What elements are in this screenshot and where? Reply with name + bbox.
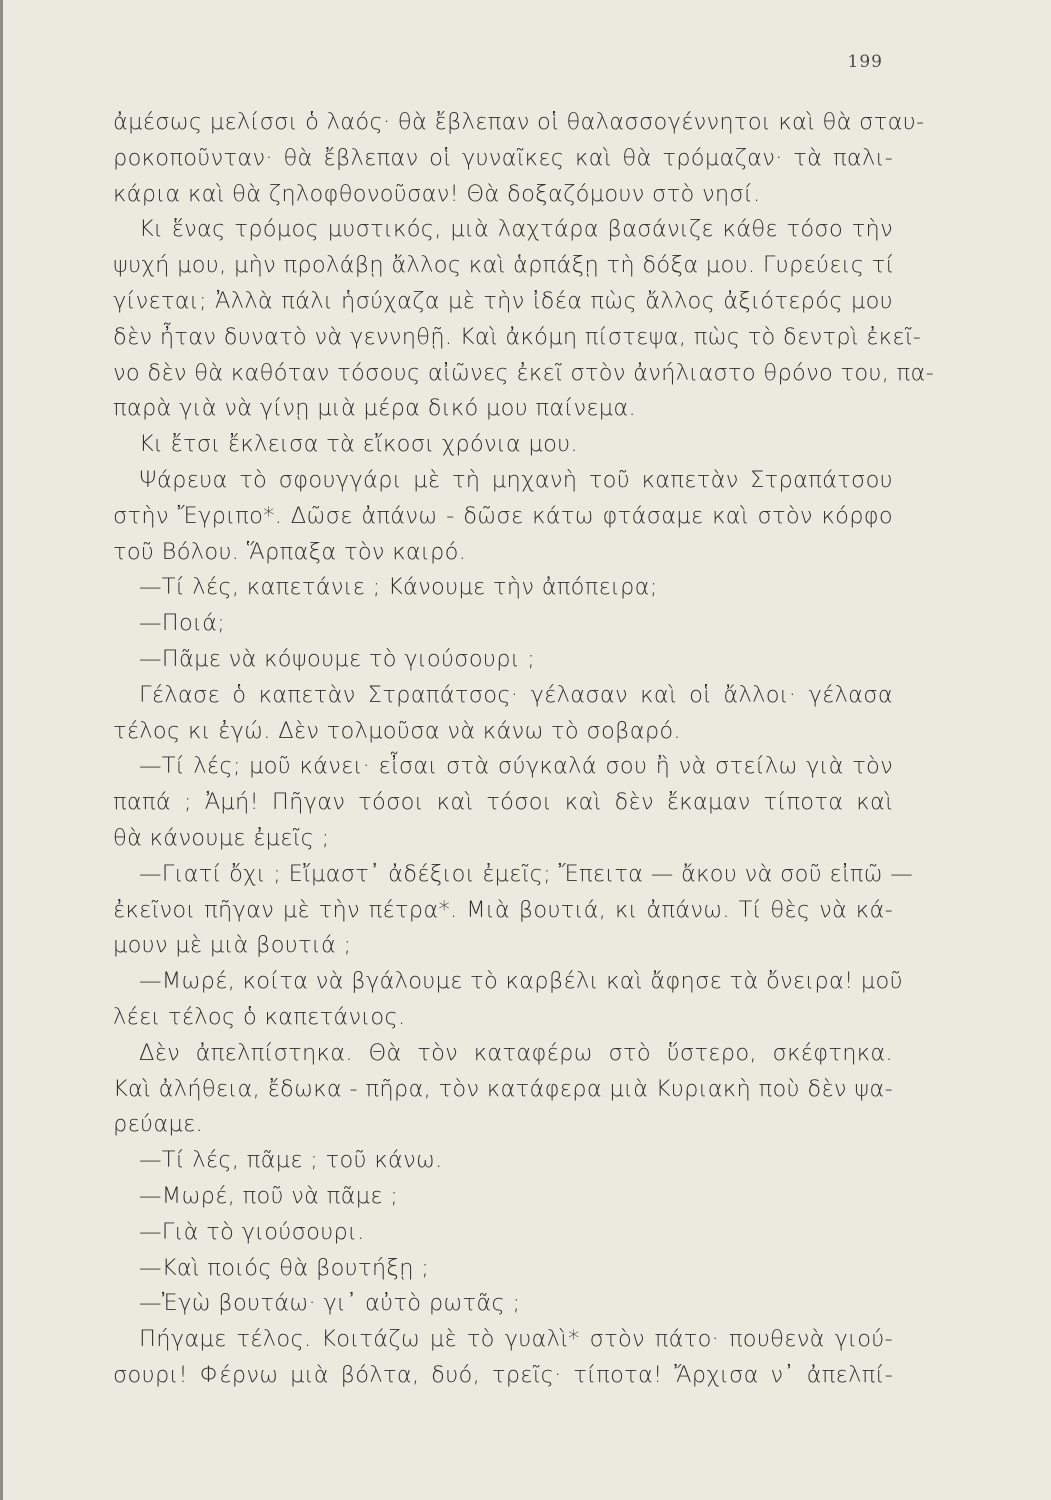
text-line: γίνεται; Ἀλλὰ πάλι ἡσύχαζα μὲ τὴν ἰδέα πὼς ἄλλος ἀξιότερός μου xyxy=(113,287,893,314)
text-line: δὲν ἦταν δυνατὸ νὰ γεννηθῇ. Καὶ ἀκόμη πίστεψα, πὼς τὸ δεντρὶ ἐκεῖ- xyxy=(113,323,922,350)
text-line: —Καὶ ποιός θὰ βουτήξῃ ; xyxy=(139,1254,430,1281)
text-line: —Τί λές, πᾶμε ; τοῦ κάνω. xyxy=(139,1147,443,1174)
text-line: —Ἐγὼ βουτάω· γι᾽ αὐτὸ ρωτᾶς ; xyxy=(139,1290,521,1317)
text-line: Γέλασε ὁ καπετὰν Στραπάτσος· γέλασαν καὶ οἱ ἄλλοι· γέλασα xyxy=(139,681,893,708)
text-line: παρὰ γιὰ νὰ γίνῃ μιὰ μέρα δικό μου παίνεμα. xyxy=(113,395,636,422)
text-line: ροκοποῦνταν· θὰ ἔβλεπαν οἱ γυναῖκες καὶ θὰ τρόμαζαν· τὰ παλι- xyxy=(113,144,893,171)
text-line: —Τί λές, καπετάνιε ; Κάνουμε τὴν ἀπόπειρα; xyxy=(139,574,658,601)
text-line: Δὲν ἀπελπίστηκα. Θὰ τὸν καταφέρω στὸ ὕστερο, σκέφτηκα. xyxy=(139,1039,893,1066)
text-line: Ψάρευα τὸ σφουγγάρι μὲ τὴ μηχανὴ τοῦ καπετὰν Στραπάτσου xyxy=(139,466,893,493)
text-line: —Τί λές; μοῦ κάνει· εἶσαι στὰ σύγκαλά σου ἢ νὰ στείλω γιὰ τὸν xyxy=(139,753,893,780)
text-line: λέει τέλος ὁ καπετάνιος. xyxy=(113,1003,406,1030)
text-line: ρεύαμε. xyxy=(113,1111,204,1138)
text-line: στὴν Ἔγριπο*. Δῶσε ἀπάνω - δῶσε κάτω φτάσαμε καὶ στὸν κόρφο xyxy=(113,502,893,529)
text-line: —Μωρέ, ποῦ νὰ πᾶμε ; xyxy=(139,1182,399,1209)
page-number: 199 xyxy=(847,52,883,72)
body-text xyxy=(113,105,935,1394)
text-line: —Ποιά; xyxy=(139,610,226,637)
text-line: Καὶ ἀλήθεια, ἔδωκα - πῆρα, τὸν κατάφερα μιὰ Κυριακὴ ποὺ δὲν ψα- xyxy=(113,1075,893,1102)
text-line: τέλος κι ἐγώ. Δὲν τολμοῦσα νὰ κάνω τὸ σοβαρό. xyxy=(113,717,681,744)
text-line: Κι ἕνας τρόμος μυστικός, μιὰ λαχτάρα βασάνιζε κάθε τόσο τὴν xyxy=(139,216,893,243)
text-line: —Μωρέ, κοίτα νὰ βγάλουμε τὸ καρβέλι καὶ ἄφησε τὰ ὄνειρα! μοῦ xyxy=(139,968,903,995)
text-line: σουρι! Φέρνω μιὰ βόλτα, δυό, τρεῖς· τίποτα! Ἄρχισα ν᾽ ἀπελπί- xyxy=(113,1361,893,1388)
text-line: Κι ἔτσι ἔκλεισα τὰ εἴκοσι χρόνια μου. xyxy=(139,431,578,458)
text-line: —Γιατί ὄχι ; Εἴμαστ᾽ ἀδέξιοι ἐμεῖς; Ἔπειτα — ἄκου νὰ σοῦ εἰπῶ — xyxy=(139,860,914,887)
text-line: —Πᾶμε νὰ κόψουμε τὸ γιούσουρι ; xyxy=(139,645,536,672)
text-line: Πήγαμε τέλος. Κοιτάζω μὲ τὸ γυαλὶ* στὸν πάτο· πουθενὰ γιού- xyxy=(139,1326,893,1353)
text-line: ἐκεῖνοι πῆγαν μὲ τὴν πέτρα*. Μιὰ βουτιά, κι ἀπάνω. Τί θὲς νὰ κά- xyxy=(113,896,893,923)
text-line: ψυχή μου, μὴν προλάβῃ ἄλλος καὶ ἁρπάξῃ τὴ δόξα μου. Γυρεύεις τί xyxy=(113,252,895,279)
text-line: νο δὲν θὰ καθόταν τόσους αἰῶνες ἐκεῖ στὸν ἀνήλιαστο θρόνο του, πα- xyxy=(113,359,935,386)
text-line: τοῦ Βόλου. Ἅρπαξα τὸν καιρό. xyxy=(113,538,467,565)
text-line: θὰ κάνουμε ἐμεῖς ; xyxy=(113,824,330,851)
text-line: —Γιὰ τὸ γιούσουρι. xyxy=(139,1218,365,1245)
text-line: κάρια καὶ θὰ ζηλοφθονοῦσαν! Θὰ δοξαζόμουν στὸ νησί. xyxy=(113,180,761,207)
text-line: μουν μὲ μιὰ βουτιά ; xyxy=(113,932,352,959)
text-line: παπά ; Ἀμή! Πῆγαν τόσοι καὶ τόσοι καὶ δὲν ἔκαμαν τίποτα καὶ xyxy=(113,789,893,816)
text-line: ἀμέσως μελίσσι ὁ λαός· θὰ ἔβλεπαν οἱ θαλασσογέννητοι καὶ θὰ σταυ- xyxy=(113,109,925,135)
